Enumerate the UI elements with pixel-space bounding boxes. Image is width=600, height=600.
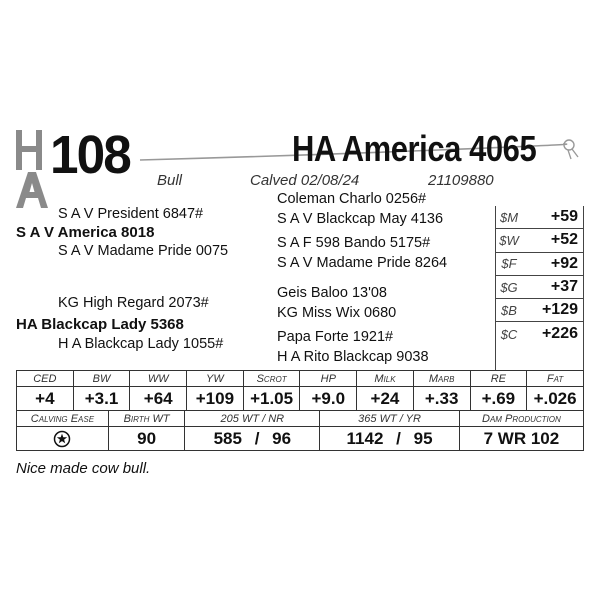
weaning-weight: 585 (213, 428, 242, 448)
index-row (495, 276, 584, 299)
sire-sire: S A V President 6847# (58, 206, 204, 222)
epd-header: BW (73, 371, 130, 387)
weaning-weight-header: 205 WT / NR (185, 411, 320, 427)
dam-production-header: Dam Production (459, 411, 583, 427)
calving-ease-header: Calving Ease (17, 411, 109, 427)
yearling-weight-cell (320, 427, 459, 451)
index-value: +59 (550, 208, 578, 226)
index-row (495, 229, 584, 252)
calving-ease-cell (17, 427, 109, 451)
epd-value: +9.0 (300, 387, 357, 411)
index-value: +129 (541, 301, 578, 319)
epd-value: +24 (357, 387, 414, 411)
index-label: $F (501, 256, 517, 272)
epd-value: +109 (187, 387, 244, 411)
epd-value: +3.1 (73, 387, 130, 411)
index-label: $G (500, 279, 518, 295)
epd-value-row (17, 387, 584, 411)
dam: HA Blackcap Lady 5368 (16, 316, 184, 333)
pedigree-ancestor: S A V Blackcap May 4136 (277, 211, 444, 227)
dam-dam: H A Blackcap Lady 1055# (58, 336, 224, 352)
ha-logo (14, 128, 54, 210)
sire: S A V America 8018 (16, 224, 155, 241)
dam-sire: KG High Regard 2073# (58, 295, 209, 311)
pedigree-ancestor: Papa Forte 1921# (277, 329, 394, 345)
pedigree-ancestor: Coleman Charlo 0256# (277, 191, 427, 207)
pedigree-ancestor: S A F 598 Bando 5175# (277, 235, 431, 251)
registration-number: 21109880 (428, 172, 494, 189)
star-circle-icon (53, 430, 71, 448)
index-label: $W (499, 232, 519, 248)
dam-production: 7 WR 102 (459, 427, 583, 451)
yearling-weight: 1142 (346, 428, 384, 448)
index-box (495, 206, 584, 346)
epd-header: YW (187, 371, 244, 387)
epd-header: Scrot (243, 371, 300, 387)
index-value: +52 (550, 231, 578, 249)
index-label: $B (501, 302, 517, 318)
epd-header: Fat (527, 371, 584, 387)
pedigree-ancestor: Geis Baloo 13'08 (277, 285, 387, 301)
epd-value: +.69 (470, 387, 527, 411)
epd-header: Milk (357, 371, 414, 387)
index-label: $M (499, 209, 519, 225)
pedigree-ancestor: H A Rito Blackcap 9038 (277, 349, 429, 365)
index-label: $C (500, 326, 518, 342)
epd-value: +1.05 (243, 387, 300, 411)
epd-header: HP (300, 371, 357, 387)
performance-value-row (17, 427, 584, 451)
comment: Nice made cow bull. (16, 460, 151, 477)
separator: / (396, 428, 401, 448)
index-row (495, 299, 584, 322)
weaning-ratio: 96 (272, 428, 292, 448)
index-row (495, 322, 584, 345)
epd-value: +4 (17, 387, 74, 411)
index-value: +37 (550, 278, 578, 296)
birth-weight: 90 (108, 427, 185, 451)
animal-name: HA America 4065 (292, 128, 537, 169)
yearling-weight-header: 365 WT / YR (320, 411, 459, 427)
epd-header: CED (17, 371, 74, 387)
performance-table (16, 410, 584, 451)
yearling-ratio: 95 (413, 428, 433, 448)
pedigree-ancestor: KG Miss Wix 0680 (277, 305, 397, 321)
index-row (495, 206, 584, 229)
sire-dam: S A V Madame Pride 0075 (58, 243, 229, 259)
epd-header: WW (130, 371, 187, 387)
index-value: +226 (541, 325, 578, 343)
birth-weight-header: Birth WT (108, 411, 185, 427)
sex: Bull (157, 172, 183, 189)
epd-header-row (17, 371, 584, 387)
index-value: +92 (550, 254, 578, 272)
weaning-weight-cell (185, 427, 320, 451)
separator: / (254, 428, 260, 448)
index-row (495, 253, 584, 276)
epd-table (16, 370, 584, 411)
pedigree-ancestor: S A V Madame Pride 8264 (277, 255, 448, 271)
calved-date: Calved 02/08/24 (250, 172, 360, 189)
epd-header: RE (470, 371, 527, 387)
epd-value: +.026 (527, 387, 584, 411)
epd-value: +64 (130, 387, 187, 411)
epd-header: Marb (413, 371, 470, 387)
performance-header-row (17, 411, 584, 427)
lot-number: 108 (50, 125, 130, 185)
epd-value: +.33 (413, 387, 470, 411)
